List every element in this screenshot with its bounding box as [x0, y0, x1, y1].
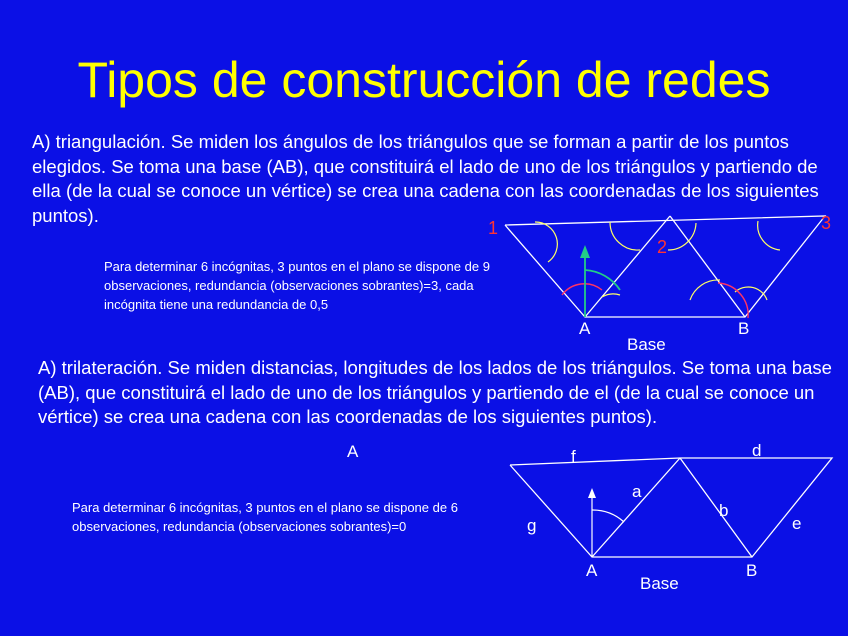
red-angle-arc — [562, 284, 602, 295]
trilateration-paragraph: A) trilateración. Se miden distancias, longitudes de los lados de los triángulos. Se toma una base (AB), que constituirá el lado de uno de los triángulos y partiendo de el (de la cual se conoce un vértice) se crea una cadena con las coordenadas de los siguientes puntos). — [38, 357, 832, 427]
slide-title: Tipos de construcción de redes — [77, 52, 771, 108]
point-label-1: 1 — [488, 218, 499, 238]
triangulation-note: Para determinar 6 incógnitas, 3 puntos en el plano se dispone de 9 observaciones, redundancia (observaciones sobrantes)=3, cada incógnita tiene una redundancia de 0,5 — [104, 259, 490, 312]
point-label-3: 3 — [821, 213, 832, 233]
point-label-2: 2 — [657, 237, 668, 257]
triangulation-edge-top-b — [670, 216, 745, 317]
triangulation-paragraph: A) triangulación. Se miden los ángulos de los triángulos que se forman a partir de los puntos elegidos. Se toma una base (AB), que constituirá el lado de uno de los triángulos y partiendo de ella (de la cual se conoce un vértice) se crea una cadena con las coordenadas de los siguientes puntos). — [32, 131, 819, 226]
side-label-e: e — [792, 514, 802, 533]
angle-arc — [610, 222, 640, 250]
side-label-f: f — [571, 447, 576, 466]
base-label: Base — [627, 335, 666, 354]
side-label-a: a — [632, 482, 642, 501]
side-label-b: b — [719, 501, 729, 520]
green-azimuth-arc — [585, 270, 620, 290]
trilateration-top-label-a: A — [347, 442, 359, 461]
angle-arc — [535, 222, 557, 262]
trilateration-azimuth-arc — [592, 510, 624, 522]
angle-arc — [758, 221, 780, 250]
side-label-d: d — [752, 441, 762, 460]
trilateration-note: Para determinar 6 incógnitas, 3 puntos en el plano se dispone de 6 observaciones, redundancia (observaciones sobrantes)=0 — [72, 500, 458, 534]
north-arrow-icon — [580, 245, 590, 258]
trilateration-north-arrow-icon — [588, 488, 596, 498]
vertex-label-a: A — [579, 319, 591, 338]
angle-arc — [690, 280, 720, 300]
trilateration-side-b — [680, 458, 752, 557]
trilateration-vertex-label-b: B — [746, 561, 758, 580]
trilateration-vertex-label-a: A — [586, 561, 598, 580]
vertex-label-b: B — [738, 319, 750, 338]
trilateration-base-label: Base — [640, 574, 679, 593]
side-label-g: g — [527, 516, 537, 535]
triangulation-edge-a-top — [585, 216, 670, 317]
trilateration-side-a — [592, 458, 680, 557]
trilateration-network-outline — [510, 458, 832, 557]
